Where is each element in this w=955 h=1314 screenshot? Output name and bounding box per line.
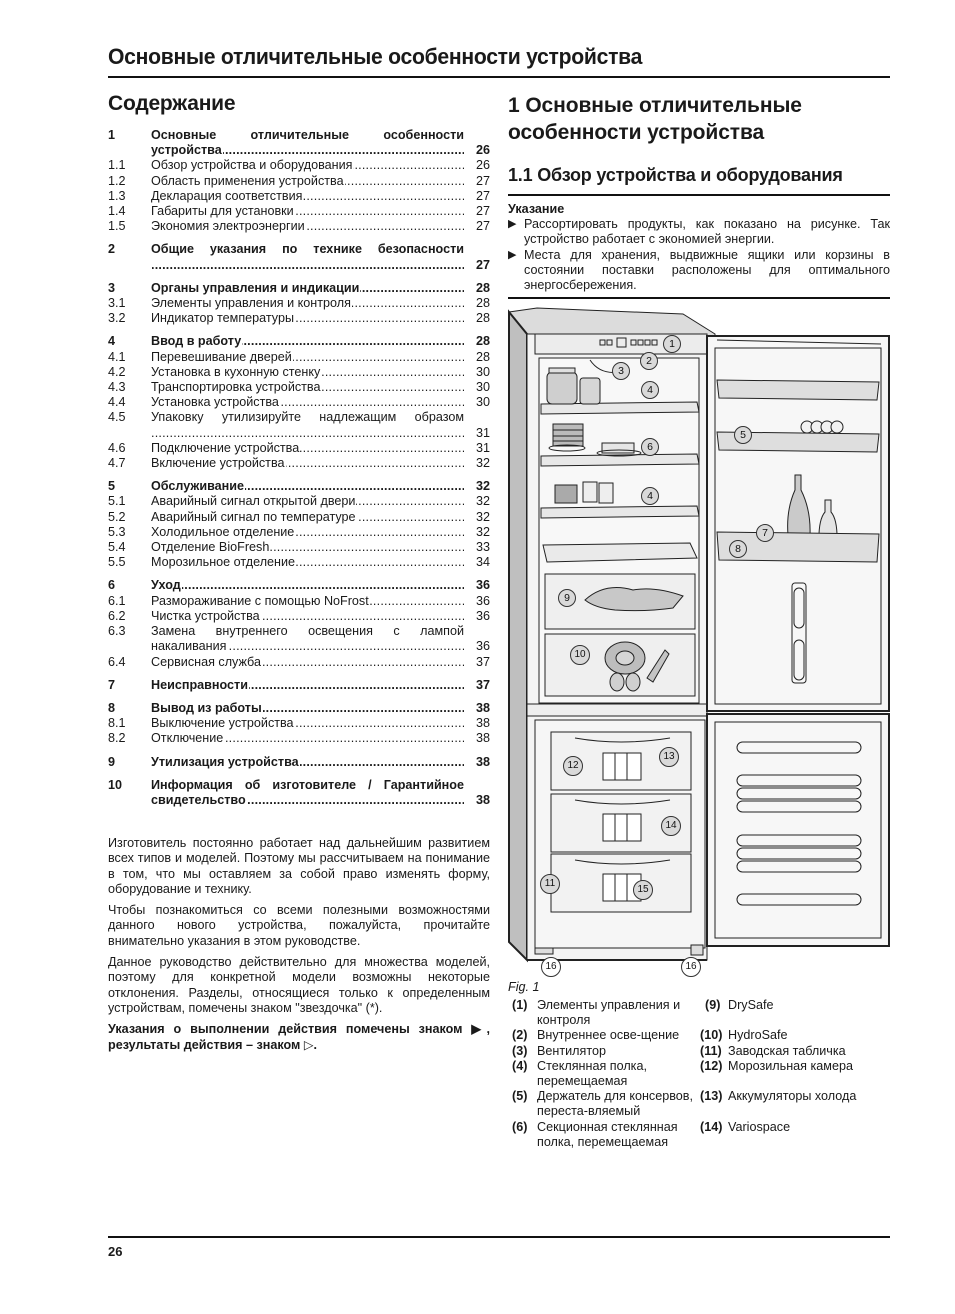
toc-entry-number: 9 [108,754,116,769]
toc-entry[interactable] [108,441,490,456]
toc-entry-title: Общие указания по технике безопасности [151,242,464,257]
toc-entry-title: Подключение устройства [151,440,300,455]
toc-entry-page: 31 [475,440,490,455]
toc-entry-page: 32 [475,494,490,509]
toc-entry-page: 27 [475,188,490,203]
page-number: 26 [108,1244,123,1259]
toc-entry[interactable] [108,311,490,326]
toc-entry-title: Декларация соответствия [151,188,303,203]
content-column [508,92,890,299]
legend-row: (3) Вентилятор (11) Заводская табличка [512,1043,846,1058]
toc-entry-page: 28 [475,311,490,326]
fridge-drawing [505,300,895,980]
toc-entry-page: 31 [475,425,490,440]
toc-group [108,128,490,234]
toc-entry-page: 32 [475,524,490,539]
toc-entry-number: 6.2 [108,608,126,623]
subsection-title: 1.1 Обзор устройства и оборудования [508,165,843,185]
figure-caption: Fig. 1 [508,980,540,994]
note-bottom-rule [508,297,890,299]
toc-entry-number: 5 [108,479,116,494]
toc-group [108,334,490,471]
toc-entry-number: 8 [108,700,116,715]
toc-entry-page: 30 [475,380,490,395]
toc-entry-title: Утилизация устройства [151,754,299,769]
toc-entry[interactable] [108,219,490,234]
callout-16: 16 [681,957,701,977]
callout-13: 13 [659,747,679,767]
toc-entry[interactable] [108,174,490,189]
toc-entry-page: 32 [475,509,490,524]
toc-entry-number: 3 [108,280,116,295]
toc-entry-page: 32 [475,479,490,494]
action-symbols-note: Указания о выполнении действия помечены знаком ▶, результаты действия – знаком ▷. [108,1022,490,1052]
action-triangle-icon: ▶ [508,248,517,261]
toc-entry-title: Информация об изготовителе / Гарантийное [151,777,464,792]
toc-group [108,701,490,747]
toc-entry-number: 5.3 [108,524,126,539]
toc-entry-page: 38 [475,754,490,769]
callout-1: 1 [663,335,681,353]
toc-entry-number: 1 [108,128,116,142]
callout-9: 9 [558,589,576,607]
result-triangle-icon: ▷ [303,1037,314,1052]
toc-entry-number: 1.2 [108,173,126,188]
toc-entry-title: Аварийный сигнал открытой двери [151,494,356,509]
toc-group [108,778,490,808]
toc-entry-number: 2 [108,242,116,257]
callout-8: 8 [729,540,747,558]
toc-entry[interactable] [108,525,490,540]
toc-entry-number: 4.3 [108,380,126,395]
intro-paragraph: Данное руководство действительно для множества моделей, поэтому для конкретной модели возможны некоторые отклонения. Разделы, относящиеся только к определенным устройствам, помечены знаком "звездочка" (*). [108,955,490,1015]
toc-entry-title: Транспортировка устройства [151,380,321,395]
intro-text [108,836,490,1059]
toc-entry-number: 1.3 [108,188,126,203]
header-rule [108,76,890,78]
toc-entry-title: Упаковку утилизируйте надлежащим образом [151,410,464,425]
toc-entry-number: 8.1 [108,716,126,731]
toc-entry[interactable] [108,395,490,410]
toc-entry-page: 26 [475,143,490,158]
callout-16: 16 [541,957,561,977]
toc-entry-continuation[interactable] [108,426,490,441]
toc-entry-title: Чистка устройства [151,608,260,623]
toc-entry-title: Замена внутреннего освещения с лампой [151,624,464,639]
toc-entry-number: 6 [108,578,116,593]
toc-entry-page: 37 [475,654,490,669]
toc-entry[interactable] [108,701,490,716]
footer-rule [108,1236,890,1238]
toc-entry-title: Аварийный сигнал по температуре [151,509,356,524]
toc-entry[interactable] [108,594,490,609]
toc-entry-page: 27 [475,173,490,188]
toc-title: Содержание [108,92,236,115]
toc-entry-page: 27 [475,219,490,234]
toc-entry-page: 30 [475,364,490,379]
fridge-illustration [505,300,895,980]
toc-entry-page: 28 [475,334,490,349]
toc-entry-page: 32 [475,456,490,471]
legend-row: (2) Внутреннее осве-щение (10) HydroSafe [512,1028,788,1043]
toc-entry-number: 1.1 [108,158,126,173]
toc-entry-title: Основные отличительные особенности [151,128,464,142]
toc-entry-page: 38 [475,731,490,746]
toc-entry[interactable] [108,731,490,746]
toc-entry-number: 4.7 [108,456,126,471]
toc-entry-number: 6.3 [108,624,126,639]
toc-entry-title: Индикатор температуры [151,311,295,326]
action-triangle-icon: ▶ [471,1022,487,1037]
toc-entry-page: 37 [475,677,490,692]
callout-5: 5 [734,426,752,444]
toc-entry-page: 34 [475,555,490,570]
toc-entry-number: 5.5 [108,555,126,570]
toc-entry-title [151,258,152,272]
toc-entry-title: Экономия электроэнергии [151,219,305,234]
toc-entry-title: Перевешивание дверей [151,349,292,364]
toc-entry[interactable] [108,380,490,395]
toc-entry[interactable] [108,158,490,173]
toc-entry[interactable] [108,510,490,525]
toc-entry-continuation[interactable] [108,793,490,808]
toc-entry-page: 38 [475,716,490,731]
toc-entry-title: Морозильное отделение [151,555,296,570]
callout-14: 14 [661,816,681,836]
toc-entry[interactable] [108,578,490,593]
note-box [508,196,890,297]
toc-entry[interactable] [108,334,490,349]
toc-entry-title: Установка устройства [151,395,279,410]
toc-entry-page: 36 [475,578,490,593]
intro-paragraph: Чтобы познакомиться со всеми полезными возможностями данного нового устройства, пожалуйста, прочитайте внимательно указания в этом руководстве. [108,903,490,948]
page-header-title: Основные отличительные особенности устройства [108,44,643,69]
toc-entry-title: Включение устройства [151,456,285,471]
toc-entry-continuation[interactable] [108,639,490,654]
toc-entry[interactable] [108,204,490,219]
toc-entry[interactable] [108,778,490,793]
toc-entry-number: 3.1 [108,296,126,311]
toc-entry[interactable] [108,128,490,143]
table-of-contents [108,128,490,808]
toc-entry-continuation[interactable] [108,143,490,158]
callout-15: 15 [633,880,653,900]
toc-entry-number: 1.4 [108,204,126,219]
intro-paragraph: Изготовитель постоянно работает над дальнейшим развитием всех типов и моделей. Поэтому мы рассчитываем на понимание в том, что мы оставляем за собой право изменять форму, оборудование и технику. [108,836,490,896]
note-item: ▶ Рассортировать продукты, как показано на рисунке. Так устройство работает с экономией энергии. [508,217,890,247]
callout-3: 3 [612,362,630,380]
toc-entry-title: накаливания [151,639,227,654]
toc-entry-title: Обзор устройства и оборудования [151,158,353,173]
toc-group [108,678,490,693]
toc-entry-page: 38 [475,700,490,715]
toc-group [108,281,490,327]
toc-entry[interactable] [108,716,490,731]
toc-entry-title: Размораживание с помощью NoFrost [151,593,369,608]
toc-group [108,242,490,272]
toc-entry-number: 4 [108,334,116,349]
toc-entry-title [151,426,152,440]
toc-entry-title: Уход [151,578,181,593]
toc-entry-number: 5.2 [108,509,126,524]
toc-entry-number: 4.5 [108,410,126,425]
callout-7: 7 [756,524,774,542]
toc-entry-title: Органы управления и индикации [151,280,360,295]
toc-entry[interactable] [108,624,490,639]
toc-group [108,578,490,669]
toc-entry[interactable] [108,540,490,555]
note-title: Указание [508,202,565,216]
legend-row: (1) Элементы управления и контроля (9) DrySafe [512,998,774,1028]
note-item: ▶ Места для хранения, выдвижные ящики или корзины в состоянии поставки расположены для оптимального энергосбережения. [508,247,890,293]
legend-row: (6) Секционная стеклянная полка, перемещаемая (14) Variospace [512,1119,791,1149]
toc-entry-title: Выключение устройства [151,716,294,731]
toc-column [108,92,490,816]
toc-entry[interactable] [108,350,490,365]
toc-entry[interactable] [108,281,490,296]
toc-entry[interactable] [108,456,490,471]
toc-entry-number: 4.4 [108,395,126,410]
toc-entry[interactable] [108,609,490,624]
toc-entry-page: 28 [475,280,490,295]
toc-entry-page: 30 [475,395,490,410]
toc-entry-number: 6.1 [108,593,126,608]
toc-entry[interactable] [108,242,490,257]
callout-12: 12 [563,756,583,776]
callout-6: 6 [641,438,659,456]
toc-entry-page: 38 [475,792,490,807]
toc-entry-title: Вывод из работы [151,700,262,715]
toc-entry[interactable] [108,494,490,509]
toc-entry[interactable] [108,655,490,670]
toc-entry[interactable] [108,479,490,494]
toc-entry-number: 3.2 [108,311,126,326]
callout-11: 11 [540,874,560,894]
toc-group [108,755,490,770]
toc-entry-number: 1.5 [108,219,126,234]
toc-entry-page: 36 [475,639,490,654]
toc-entry-title: Сервисная служба [151,654,261,669]
toc-entry-title: Установка в кухонную стенку [151,364,321,379]
toc-entry-number: 4.6 [108,440,126,455]
toc-entry-number: 4.2 [108,364,126,379]
toc-entry-continuation[interactable] [108,258,490,273]
toc-entry-page: 27 [475,204,490,219]
toc-entry[interactable] [108,755,490,770]
toc-entry-title: устройства [151,143,222,158]
toc-entry-page: 27 [475,257,490,272]
toc-entry-title: свидетельство [151,792,246,807]
toc-entry-title: Неисправности [151,677,248,692]
toc-entry-page: 36 [475,608,490,623]
page-header [108,44,890,70]
toc-entry[interactable] [108,678,490,693]
toc-entry-title: Отключение [151,731,224,746]
toc-entry-title: Габариты для установки [151,204,294,219]
toc-entry-page: 26 [475,158,490,173]
toc-entry-number: 10 [108,777,123,792]
toc-entry-number: 5.1 [108,494,126,509]
toc-entry-number: 5.4 [108,540,126,555]
toc-entry[interactable] [108,296,490,311]
callout-10: 10 [570,645,590,665]
toc-entry[interactable] [108,365,490,380]
callout-2: 2 [640,352,658,370]
toc-entry-page: 36 [475,593,490,608]
toc-entry-number: 4.1 [108,349,126,364]
callout-4: 4 [641,487,659,505]
toc-entry-title: Область применения устройства [151,173,344,188]
legend-row: (4) Стеклянная полка, перемещаемая (12) Морозильная камера [512,1058,853,1089]
toc-entry-title: Холодильное отделение [151,524,295,539]
toc-entry[interactable] [108,555,490,570]
toc-entry-page: 28 [475,349,490,364]
toc-entry[interactable] [108,189,490,204]
toc-entry-page: 28 [475,296,490,311]
action-triangle-icon: ▶ [508,218,517,231]
legend-row: (5) Держатель для консервов, переста-вляемый (13) Аккумуляторы холода [512,1089,857,1119]
toc-entry-page: 33 [475,540,490,555]
toc-entry-title: Ввод в работу [151,334,242,349]
toc-entry-number: 7 [108,677,116,692]
toc-entry-title: Отделение BioFresh [151,540,270,555]
toc-entry-title: Элементы управления и контроля [151,296,351,311]
section-title: 1 Основные отличительные особенности устройства [508,94,802,144]
figure-legend [512,998,892,1150]
toc-entry-title: Обслуживание [151,479,245,494]
toc-entry-number: 8.2 [108,731,126,746]
toc-entry-number: 6.4 [108,654,126,669]
toc-entry[interactable] [108,410,490,425]
callout-4: 4 [641,381,659,399]
toc-group [108,479,490,570]
